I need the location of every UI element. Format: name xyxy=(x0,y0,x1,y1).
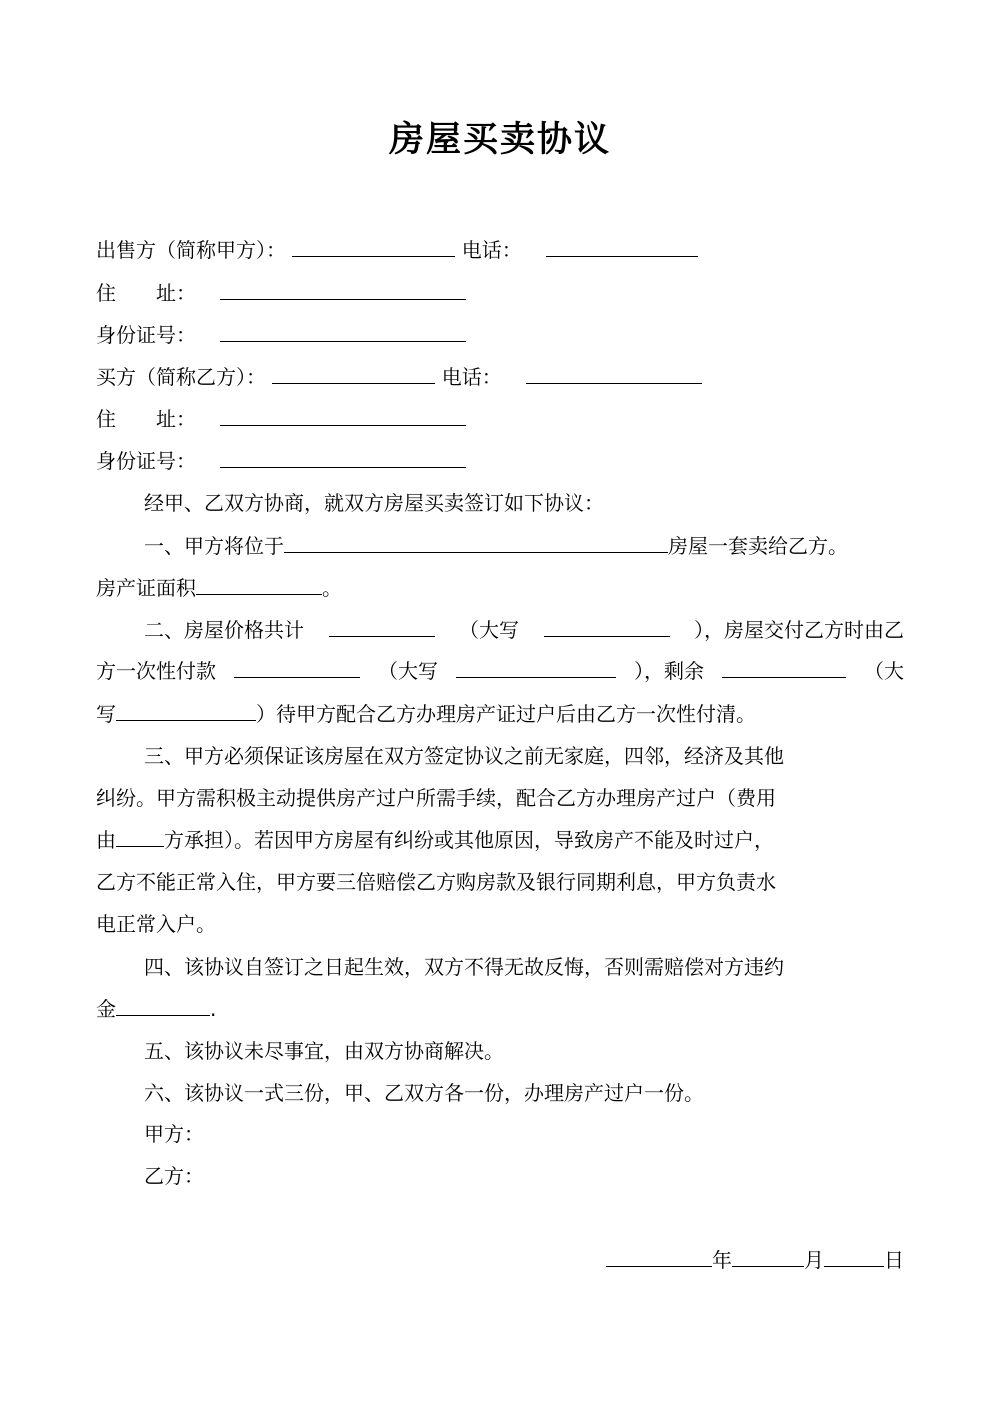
seller-address-row xyxy=(96,279,466,307)
buyer-phone-blank[interactable] xyxy=(526,363,702,384)
buyer-row xyxy=(96,363,702,391)
buyer-address-label: 住 址： xyxy=(96,407,196,431)
day-label: 日 xyxy=(884,1248,904,1272)
buyer-id-blank[interactable] xyxy=(220,447,466,468)
price-uppercase-blank[interactable] xyxy=(544,616,670,637)
seller-address-blank[interactable] xyxy=(220,279,466,300)
clause2-line2 xyxy=(96,657,904,685)
year-label: 年 xyxy=(712,1248,732,1272)
seller-label: 出售方（简称甲方）： xyxy=(96,238,286,262)
seller-name-blank[interactable] xyxy=(292,236,455,257)
buyer-id-row xyxy=(96,447,466,475)
buyer-phone-label: 电话： xyxy=(441,365,502,389)
buyer-name-blank[interactable] xyxy=(272,363,435,384)
seller-id-row xyxy=(96,321,466,349)
sign-party-b: 乙方： xyxy=(144,1164,204,1188)
clause3-text-b: 方承担）。若因甲方房屋有纠纷或其他原因，导致房产不能及时过户， xyxy=(164,828,774,852)
clause1-text-a: 一、甲方将位于 xyxy=(144,534,284,558)
price-blank[interactable] xyxy=(329,616,435,637)
buyer-address-row xyxy=(96,405,466,433)
clause3-line1: 三、甲方必须保证该房屋在双方签定协议之前无家庭，四邻，经济及其他 xyxy=(144,744,784,768)
buyer-label: 买方（简称乙方）： xyxy=(96,365,266,389)
clause4-line2 xyxy=(96,995,216,1023)
clause2-text-d: 方一次性付款 xyxy=(96,659,216,683)
clause5: 五、该协议未尽事宜，由双方协商解决。 xyxy=(144,1039,504,1063)
sign-party-a: 甲方： xyxy=(144,1122,204,1146)
clause3-line5: 电正常入户。 xyxy=(96,912,216,936)
seller-id-blank[interactable] xyxy=(220,321,466,342)
clause2-text-h: 写 xyxy=(96,702,116,726)
clause3-line2: 纠纷。甲方需积极主动提供房产过户所需手续，配合乙方办理房产过户（费用 xyxy=(96,786,776,810)
clause1-text-c: 房产证面积 xyxy=(96,576,196,600)
clause2-text-f: ），剩余 xyxy=(634,659,704,683)
clause3-line3 xyxy=(96,826,774,854)
seller-row xyxy=(96,236,698,264)
clause3-text-a: 由 xyxy=(96,828,116,852)
seller-address-label: 住 址： xyxy=(96,281,196,305)
seller-phone-label: 电话： xyxy=(461,238,522,262)
day-blank[interactable] xyxy=(824,1246,884,1267)
clause2-text-g: （大 xyxy=(864,659,904,683)
date-line xyxy=(606,1246,904,1274)
clause1-line1 xyxy=(144,532,848,560)
year-blank[interactable] xyxy=(606,1246,712,1267)
payment-uppercase-blank[interactable] xyxy=(456,657,616,678)
payment-blank[interactable] xyxy=(234,657,360,678)
remaining-blank[interactable] xyxy=(722,657,846,678)
buyer-address-blank[interactable] xyxy=(220,405,466,426)
area-blank[interactable] xyxy=(196,574,322,595)
intro-paragraph: 经甲、乙双方协商，就双方房屋买卖签订如下协议： xyxy=(144,491,604,515)
month-blank[interactable] xyxy=(732,1246,804,1267)
remaining-uppercase-blank[interactable] xyxy=(116,700,256,721)
clause2-text-a: 二、房屋价格共计 xyxy=(144,618,304,642)
penalty-blank[interactable] xyxy=(116,995,210,1016)
seller-id-label: 身份证号： xyxy=(96,323,196,347)
clause1-line2 xyxy=(96,574,342,602)
clause2-line3 xyxy=(96,700,756,728)
clause2-text-i: ）待甲方配合乙方办理房产证过户后由乙方一次性付清。 xyxy=(256,702,756,726)
clause2-text-e: （大写 xyxy=(378,659,438,683)
property-location-blank[interactable] xyxy=(284,532,668,553)
clause2-text-c: ），房屋交付乙方时由乙 xyxy=(694,618,904,642)
clause4-line1: 四、该协议自签订之日起生效，双方不得无故反悔，否则需赔偿对方违约 xyxy=(144,955,784,979)
seller-phone-blank[interactable] xyxy=(546,236,698,257)
clause4-text-b: . xyxy=(210,997,217,1021)
clause6: 六、该协议一式三份，甲、乙双方各一份，办理房产过户一份。 xyxy=(144,1081,704,1105)
fee-party-blank[interactable] xyxy=(116,826,164,847)
month-label: 月 xyxy=(804,1248,824,1272)
clause3-line4: 乙方不能正常入住，甲方要三倍赔偿乙方购房款及银行同期利息，甲方负责水 xyxy=(96,870,776,894)
clause1-text-d: 。 xyxy=(322,576,342,600)
buyer-id-label: 身份证号： xyxy=(96,449,196,473)
document-title: 房屋买卖协议 xyxy=(388,120,611,160)
clause2-line1 xyxy=(144,616,904,644)
clause2-text-b: （大写 xyxy=(459,618,519,642)
clause4-text-a: 金 xyxy=(96,997,116,1021)
clause1-text-b: 房屋一套卖给乙方。 xyxy=(668,534,848,558)
